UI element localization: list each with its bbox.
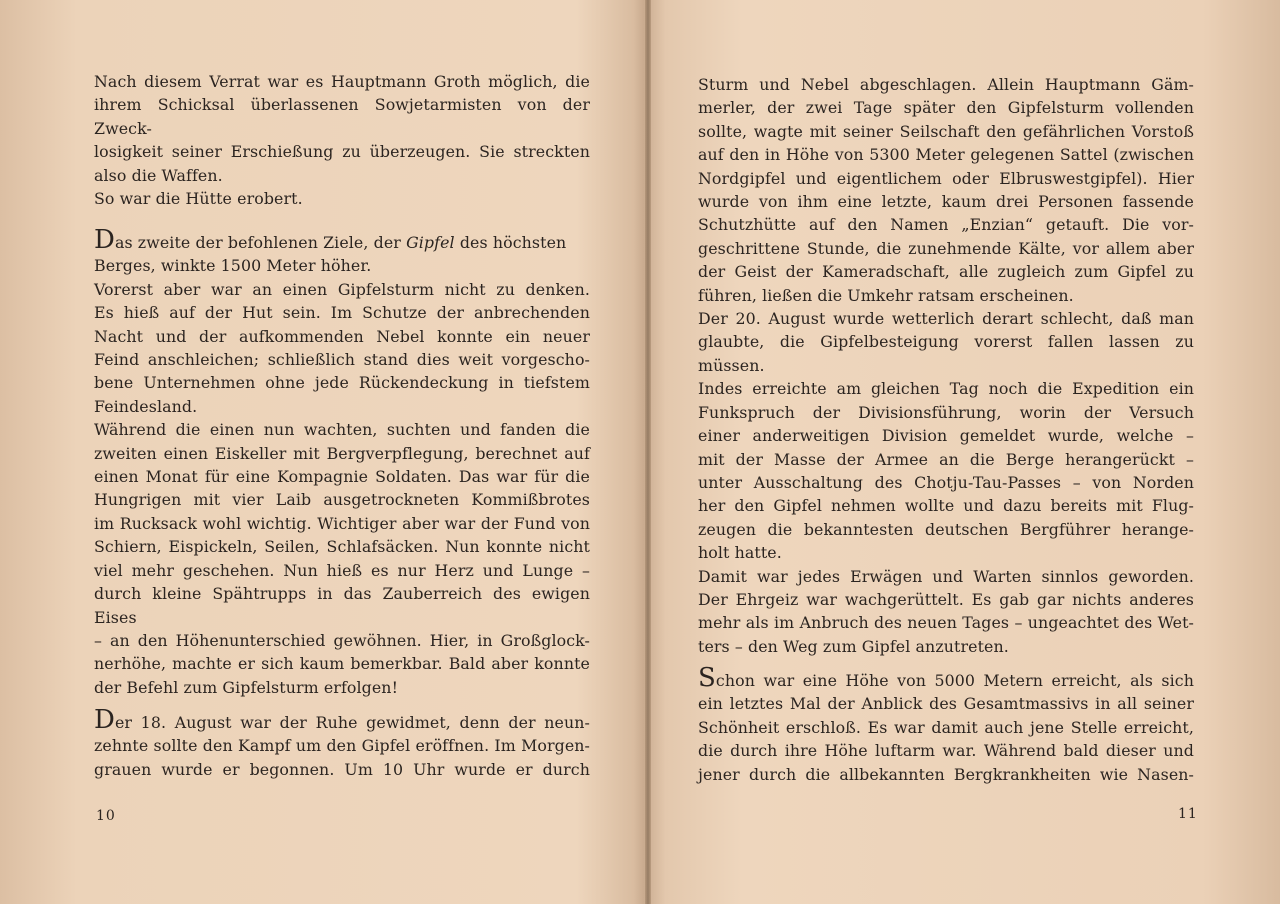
paragraph-first-line [698,663,1194,693]
right-page [650,0,1280,904]
paragraph-first-line [94,705,590,735]
text-line: Während die einen nun wachten, suchten und fanden die [94,420,590,440]
text-line: ihrem Schicksal überlassenen Sowjetarmisten von der Zweck- [94,95,590,138]
text-line: führen, ließen die Umkehr ratsam erscheinen. [698,285,1074,305]
italic-word: Gipfel [406,233,455,252]
text-line: einer anderweitigen Division gemeldet wurde, welche – [698,426,1194,446]
text-line: grauen wurde er begonnen. Um 10 Uhr wurde er durch [94,759,590,779]
text-fragment: as zweite der befohlenen Ziele, der [114,233,407,252]
text-line: merler, der zwei Tage später den Gipfelsturm vollenden [698,98,1194,118]
text-line: Schönheit erschloß. Es war damit auch jene Stelle erreicht, [698,717,1194,737]
text-fragment: chon war eine Höhe von 5000 Metern erreicht, als sich [715,671,1194,690]
paragraph-first-line [94,225,590,255]
text-line: Funkspruch der Divisionsführung, worin der Versuch [698,402,1194,422]
text-line: sollte, wagte mit seiner Seilschaft den gefährlichen Vorstoß [698,121,1194,141]
text-line: der Befehl zum Gipfelsturm erfolgen! [94,677,399,697]
left-block-2 [94,225,590,699]
text-line: Schutzhütte auf den Namen „Enzian“ getauft. Die vor- [698,215,1194,235]
right-block-1 [698,73,1194,658]
text-line: bene Unternehmen ohne jede Rückendeckung in tiefstem [94,373,590,393]
text-line: nerhöhe, machte er sich kaum bemerkbar. Bald aber konnte [94,654,590,674]
page-number: 11 [1178,806,1198,822]
text-line: wurde von ihm eine letzte, kaum drei Personen fassende [698,192,1194,212]
text-line: Hungrigen mit vier Laib ausgetrockneten Kommißbrotes [94,490,590,510]
text-line: also die Waffen. [94,165,223,185]
text-line: zweiten einen Eiskeller mit Bergverpflegung, berechnet auf [94,443,590,463]
text-line: Es hieß auf der Hut sein. Im Schutze der anbrechenden [94,303,590,323]
page-number: 10 [96,808,116,824]
left-block-1 [94,70,590,210]
text-line: Feindesland. [94,396,198,416]
text-line: So war die Hütte erobert. [94,189,303,209]
text-line: viel mehr geschehen. Nun hieß es nur Herz und Lunge – [94,560,590,580]
text-line: unter Ausschaltung des Chotju-Tau-Passes – von Norden [698,472,1194,492]
right-block-2 [698,663,1194,786]
text-line: jener durch die allbekannten Bergkrankheiten wie Nasen- [698,764,1194,784]
text-line: geschrittene Stunde, die zunehmende Kälte, vor allem aber [698,238,1194,258]
text-line: Schiern, Eispickeln, Seilen, Schlafsäcken. Nun konnte nicht [94,537,590,557]
text-line: die durch ihre Höhe luftarm war. Während bald dieser und [698,741,1194,761]
text-line: Der 20. August wurde wetterlich derart schlecht, daß man [698,309,1194,329]
text-line: durch kleine Spähtrupps in das Zauberreich des ewigen Eises [94,584,590,627]
text-line: einen Monat für eine Kompagnie Soldaten. Das war für die [94,467,590,487]
text-fragment: er 18. August war der Ruhe gewidmet, denn der neun- [114,713,590,732]
text-line: mit der Masse der Armee an die Berge herangerückt – [698,449,1194,469]
left-block-3 [94,705,590,781]
text-fragment: des höchsten [454,233,567,252]
text-line: zeugen die bekanntesten deutschen Bergführer herange- [698,519,1194,539]
text-line: ters – den Weg zum Gipfel anzutreten. [698,636,1009,656]
text-line: glaubte, die Gipfelbesteigung vorerst fallen lassen zu müssen. [698,332,1194,375]
text-line: mehr als im Anbruch des neuen Tages – ungeachtet des Wet- [698,613,1194,633]
text-line: Sturm und Nebel abgeschlagen. Allein Hauptmann Gäm- [698,75,1194,94]
text-line: Vorerst aber war an einen Gipfelsturm nicht zu denken. [94,279,590,299]
text-line: Berges, winkte 1500 Meter höher. [94,256,372,276]
text-line: losigkeit seiner Erschießung zu überzeugen. Sie streckten [94,142,590,162]
text-line: Indes erreichte am gleichen Tag noch die Expedition ein [698,379,1194,399]
text-line: zehnte sollte den Kampf um den Gipfel eröffnen. Im Morgen- [94,736,590,756]
drop-cap: D [94,225,115,255]
drop-cap: D [94,705,115,735]
text-line: her den Gipfel nehmen wollte und dazu bereits mit Flug- [698,496,1194,516]
text-line: der Geist der Kameradschaft, alle zugleich zum Gipfel zu [698,262,1194,282]
text-line: Nacht und der aufkommenden Nebel konnte ein neuer [94,326,590,346]
text-line: holt hatte. [698,543,782,563]
text-line: Der Ehrgeiz war wachgerüttelt. Es gab gar nichts anderes [698,589,1194,609]
text-line: Feind anschleichen; schließlich stand dies weit vorgescho- [94,350,590,370]
text-line: Damit war jedes Erwägen und Warten sinnlos geworden. [698,566,1194,586]
text-line: – an den Höhenunterschied gewöhnen. Hier, in Großglock- [94,630,590,650]
text-line: Nordgipfel und eigentlichem oder Elbruswestgipfel). Hier [698,168,1194,188]
text-line: Nach diesem Verrat war es Hauptmann Groth möglich, die [94,72,590,91]
drop-cap: S [698,663,716,693]
text-line: ein letztes Mal der Anblick des Gesamtmassivs in all seiner [698,694,1194,714]
text-line: im Rucksack wohl wichtig. Wichtiger aber war der Fund von [94,513,590,533]
text-line: auf den in Höhe von 5300 Meter gelegenen Sattel (zwischen [698,145,1194,165]
